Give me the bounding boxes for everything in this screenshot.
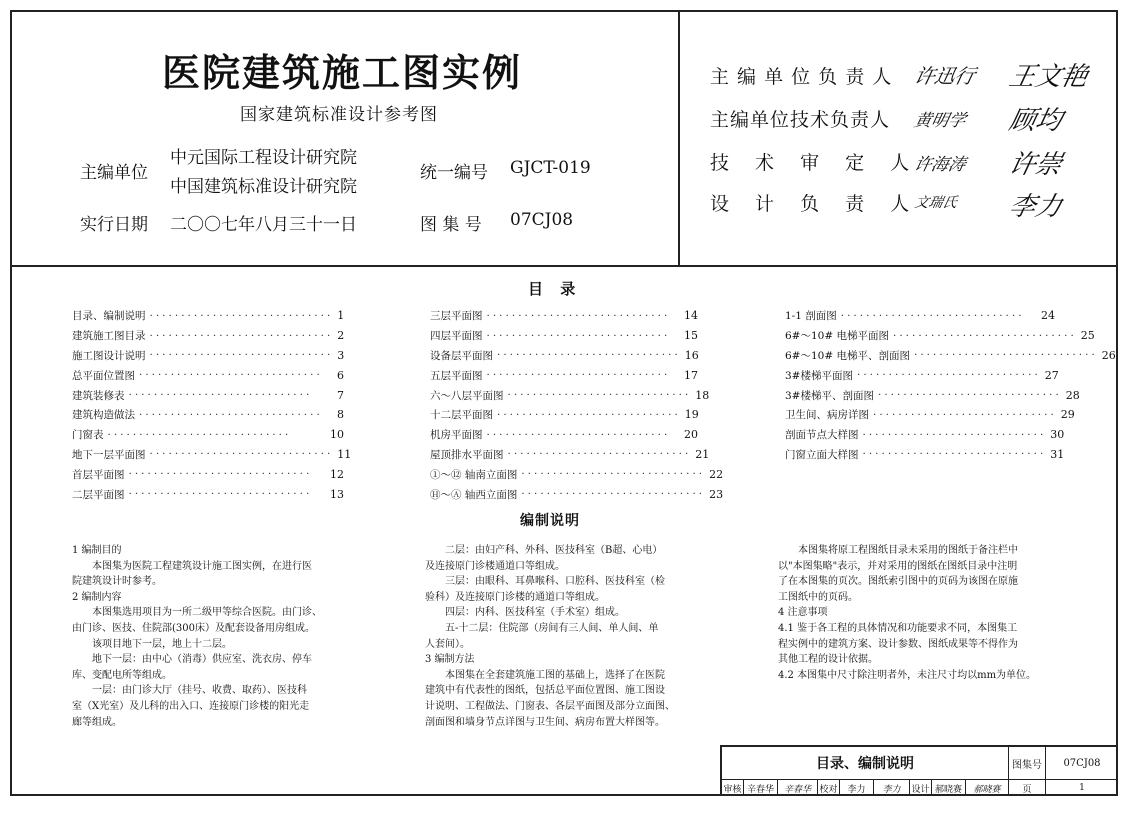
tb-review-label: 审核: [722, 780, 744, 796]
notes-column-2: [425, 543, 675, 730]
signature-role-2: 主编单位技术负责人: [710, 109, 891, 131]
toc-item[interactable]: 6#～10# 电梯平、剖面图 ····························· 26: [785, 348, 1116, 362]
toc-item[interactable]: 六～八层平面图 ····························· 18: [430, 388, 710, 402]
signature-1b: 王文艳: [1006, 62, 1091, 92]
date-value: 二〇〇七年八月三十一日: [170, 215, 357, 235]
note-line: 本图集为医院工程建筑设计施工图实例，在进行医: [72, 560, 312, 572]
signature-role-3: 技 术 审 定 人: [710, 152, 920, 174]
note-line: 四层：内科、医技科室（手术室）组成。: [425, 607, 625, 619]
note-line: 该项目地下一层，地上十二层。: [72, 638, 232, 650]
signature-2b: 顾均: [1006, 106, 1065, 136]
note-line: 室（X光室）及儿科的出入口、连接原门诊楼的阳光走: [72, 700, 310, 712]
atlas-number-label: 图 集 号: [420, 215, 482, 235]
tb-atlas-label: 图集号: [1009, 747, 1046, 779]
title-block-top-row: [722, 747, 1118, 780]
atlas-title: 医院建筑施工图实例: [162, 51, 523, 95]
toc-item[interactable]: 门窗表 ····························· 10: [72, 428, 344, 442]
note-line: 工图纸中的页码。: [778, 591, 858, 603]
note-line: 2 编制内容: [72, 591, 122, 603]
signature-3a: 许海涛: [912, 155, 968, 175]
date-label: 实行日期: [80, 215, 148, 235]
signature-role-1: 主 编 单 位 负 责 人: [710, 66, 893, 88]
note-line: 了在本图集的页次。图纸索引图中的页码为该图在原施: [778, 576, 1018, 588]
vertical-divider: [678, 10, 680, 265]
toc-item[interactable]: 3#楼梯平、剖面图 ····························· 28: [785, 388, 1080, 402]
tb-reviewer: 辛春华: [744, 780, 778, 796]
note-line: 三层：由眼科、耳鼻喉科、口腔科、医技科室（检: [425, 576, 665, 588]
note-line: 1 编制目的: [72, 545, 122, 556]
editor-unit-1: 中元国际工程设计研究院: [170, 148, 357, 168]
toc-item[interactable]: 五层平面图 ····························· 17: [430, 368, 698, 382]
note-line: 4 注意事项: [778, 607, 828, 619]
toc-item[interactable]: ①～⑫ 轴南立面图 ····························· 22: [430, 467, 724, 481]
toc-item[interactable]: 十二层平面图 ····························· 19: [430, 408, 699, 422]
tb-design-label: 设计: [910, 780, 932, 796]
title-block-bottom-row: [722, 780, 1118, 796]
toc-item[interactable]: 建筑装修表 ····························· 7: [72, 388, 344, 402]
toc-item[interactable]: 施工图设计说明 ····························· 3: [72, 348, 345, 362]
toc-item[interactable]: 地下一层平面图 ····························· 11: [72, 447, 352, 461]
note-line: 计说明、工程做法、门窗表、各层平面图及部分立面图、: [425, 700, 675, 712]
toc-item[interactable]: 建筑构造做法 ····························· 8: [72, 408, 344, 422]
toc-item[interactable]: 四层平面图 ····························· 15: [430, 329, 698, 343]
signature-4b: 李力: [1006, 192, 1065, 222]
note-line: 3 编制方法: [425, 654, 475, 666]
note-line: 剖面图和墙身节点详图与卫生间、病房布置大样图等。: [425, 716, 665, 728]
note-line: 4.1 鉴于各工程的具体情况和功能要求不同，本图集工: [778, 622, 1018, 634]
toc-item[interactable]: 6#～10# 电梯平面图 ····························· 25: [785, 329, 1095, 343]
note-line: 本图集将原工程图纸目录未采用的图纸于备注栏中: [778, 545, 1018, 556]
note-line: 建筑中有代表性的图纸，包括总平面位置图、施工图设: [425, 685, 665, 697]
tb-checker: 李力: [840, 780, 874, 796]
sheet-name: 目录、编制说明: [722, 747, 1009, 779]
note-line: 4.2 本图集中尺寸除注明者外，未注尺寸均以mm为单位。: [778, 669, 1037, 681]
tb-designer: 郝晓赛: [932, 780, 966, 796]
toc-item[interactable]: 卫生间、病房详图 ····························· 29: [785, 408, 1075, 422]
toc-item[interactable]: 建筑施工图目录 ····························· 2: [72, 329, 345, 343]
toc-item[interactable]: 设备层平面图 ····························· 16: [430, 348, 699, 362]
toc-item[interactable]: 目录、编制说明 ····························· 1: [72, 309, 345, 323]
note-line: 程实例中的建筑方案、设计参数、图纸成果等不得作为: [778, 638, 1018, 650]
atlas-subtitle: 国家建筑标准设计参考图: [240, 105, 438, 125]
tb-page-label: 页: [1009, 780, 1046, 796]
signature-4a: 文瑞氏: [913, 195, 959, 211]
note-line: 验科）及连接原门诊楼的通道口等组成。: [425, 591, 605, 603]
tb-designer-sign: 郝晓赛: [966, 780, 1009, 796]
code-value: GJCT-019: [510, 158, 591, 178]
toc-item[interactable]: 机房平面图 ····························· 20: [430, 428, 698, 442]
code-label: 统一编号: [420, 163, 488, 183]
note-line: 及连接原门诊楼通道口等组成。: [425, 560, 565, 572]
signature-3b: 许崇: [1006, 150, 1065, 180]
signature-role-4: 设 计 负 责 人: [710, 193, 920, 215]
note-line: 一层：由门诊大厅（挂号、收费、取药）、医技科: [72, 685, 307, 697]
note-line: 地下一层：由中心（消毒）供应室、洗衣房、停车: [72, 654, 312, 666]
toc-item[interactable]: 门窗立面大样图 ····························· 31: [785, 447, 1065, 461]
note-line: 库、变配电所等组成。: [72, 669, 172, 681]
toc-column-2: [430, 306, 724, 504]
signature-2a: 黄明学: [912, 111, 968, 131]
toc-item[interactable]: 3#楼梯平面图 ····························· 27: [785, 368, 1059, 382]
toc-item[interactable]: Ⓗ～Ⓐ 轴西立面图 ····························· 23: [430, 487, 724, 501]
note-line: 五-十二层：住院部（房间有三人间、单人间、单: [425, 622, 659, 634]
note-line: 其他工程的设计依据。: [778, 654, 878, 666]
note-line: 廊等组成。: [72, 716, 122, 728]
note-line: 由门诊、医技、住院部(300床）及配套设备用房组成。: [72, 622, 315, 634]
note-line: 本图集在全套建筑施工图的基础上，选择了在医院: [425, 669, 665, 681]
toc-item[interactable]: 总平面位置图 ····························· 6: [72, 368, 344, 382]
note-line: 本图集选用项目为一所二级甲等综合医院。由门诊、: [72, 607, 322, 619]
tb-checker-sign: 李力: [874, 780, 910, 796]
signature-1a: 许迅行: [912, 64, 978, 88]
tb-page-value: 1: [1079, 783, 1085, 793]
note-line: 人套间）。: [425, 638, 470, 650]
notes-heading: 编制说明: [520, 513, 580, 529]
toc-item[interactable]: 首层平面图 ····························· 12: [72, 467, 344, 481]
note-line: 二层：由妇产科、外科、医技科室（B超、心电）: [425, 545, 663, 556]
atlas-number-value: 07CJ08: [510, 210, 574, 230]
toc-column-3: [785, 306, 1116, 464]
toc-item[interactable]: 三层平面图 ····························· 14: [430, 309, 698, 323]
notes-column-1: [72, 543, 322, 730]
tb-atlas-value: 07CJ08: [1063, 757, 1101, 769]
note-line: 以"本图集略"表示，并对采用的图纸在图纸目录中注明: [778, 560, 1018, 572]
toc-item[interactable]: 1-1 剖面图 ····························· 24: [785, 309, 1055, 323]
editor-unit-label: 主编单位: [80, 163, 148, 183]
toc-heading: 目 录: [528, 280, 582, 298]
notes-column-3: [778, 543, 1036, 683]
horizontal-divider: [10, 265, 1118, 267]
tb-reviewer-sign: 辛春华: [778, 780, 818, 796]
toc-item[interactable]: 剖面节点大样图 ····························· 30: [785, 428, 1065, 442]
note-line: 院建筑设计时参考。: [72, 576, 162, 588]
editor-unit-2: 中国建筑标准设计研究院: [170, 177, 357, 197]
tb-check-label: 校对: [818, 780, 840, 796]
title-block: [720, 745, 1118, 796]
toc-column-1: [72, 306, 352, 504]
toc-item[interactable]: 屋顶排水平面图 ····························· 21: [430, 447, 710, 461]
toc-item[interactable]: 二层平面图 ····························· 13: [72, 487, 344, 501]
